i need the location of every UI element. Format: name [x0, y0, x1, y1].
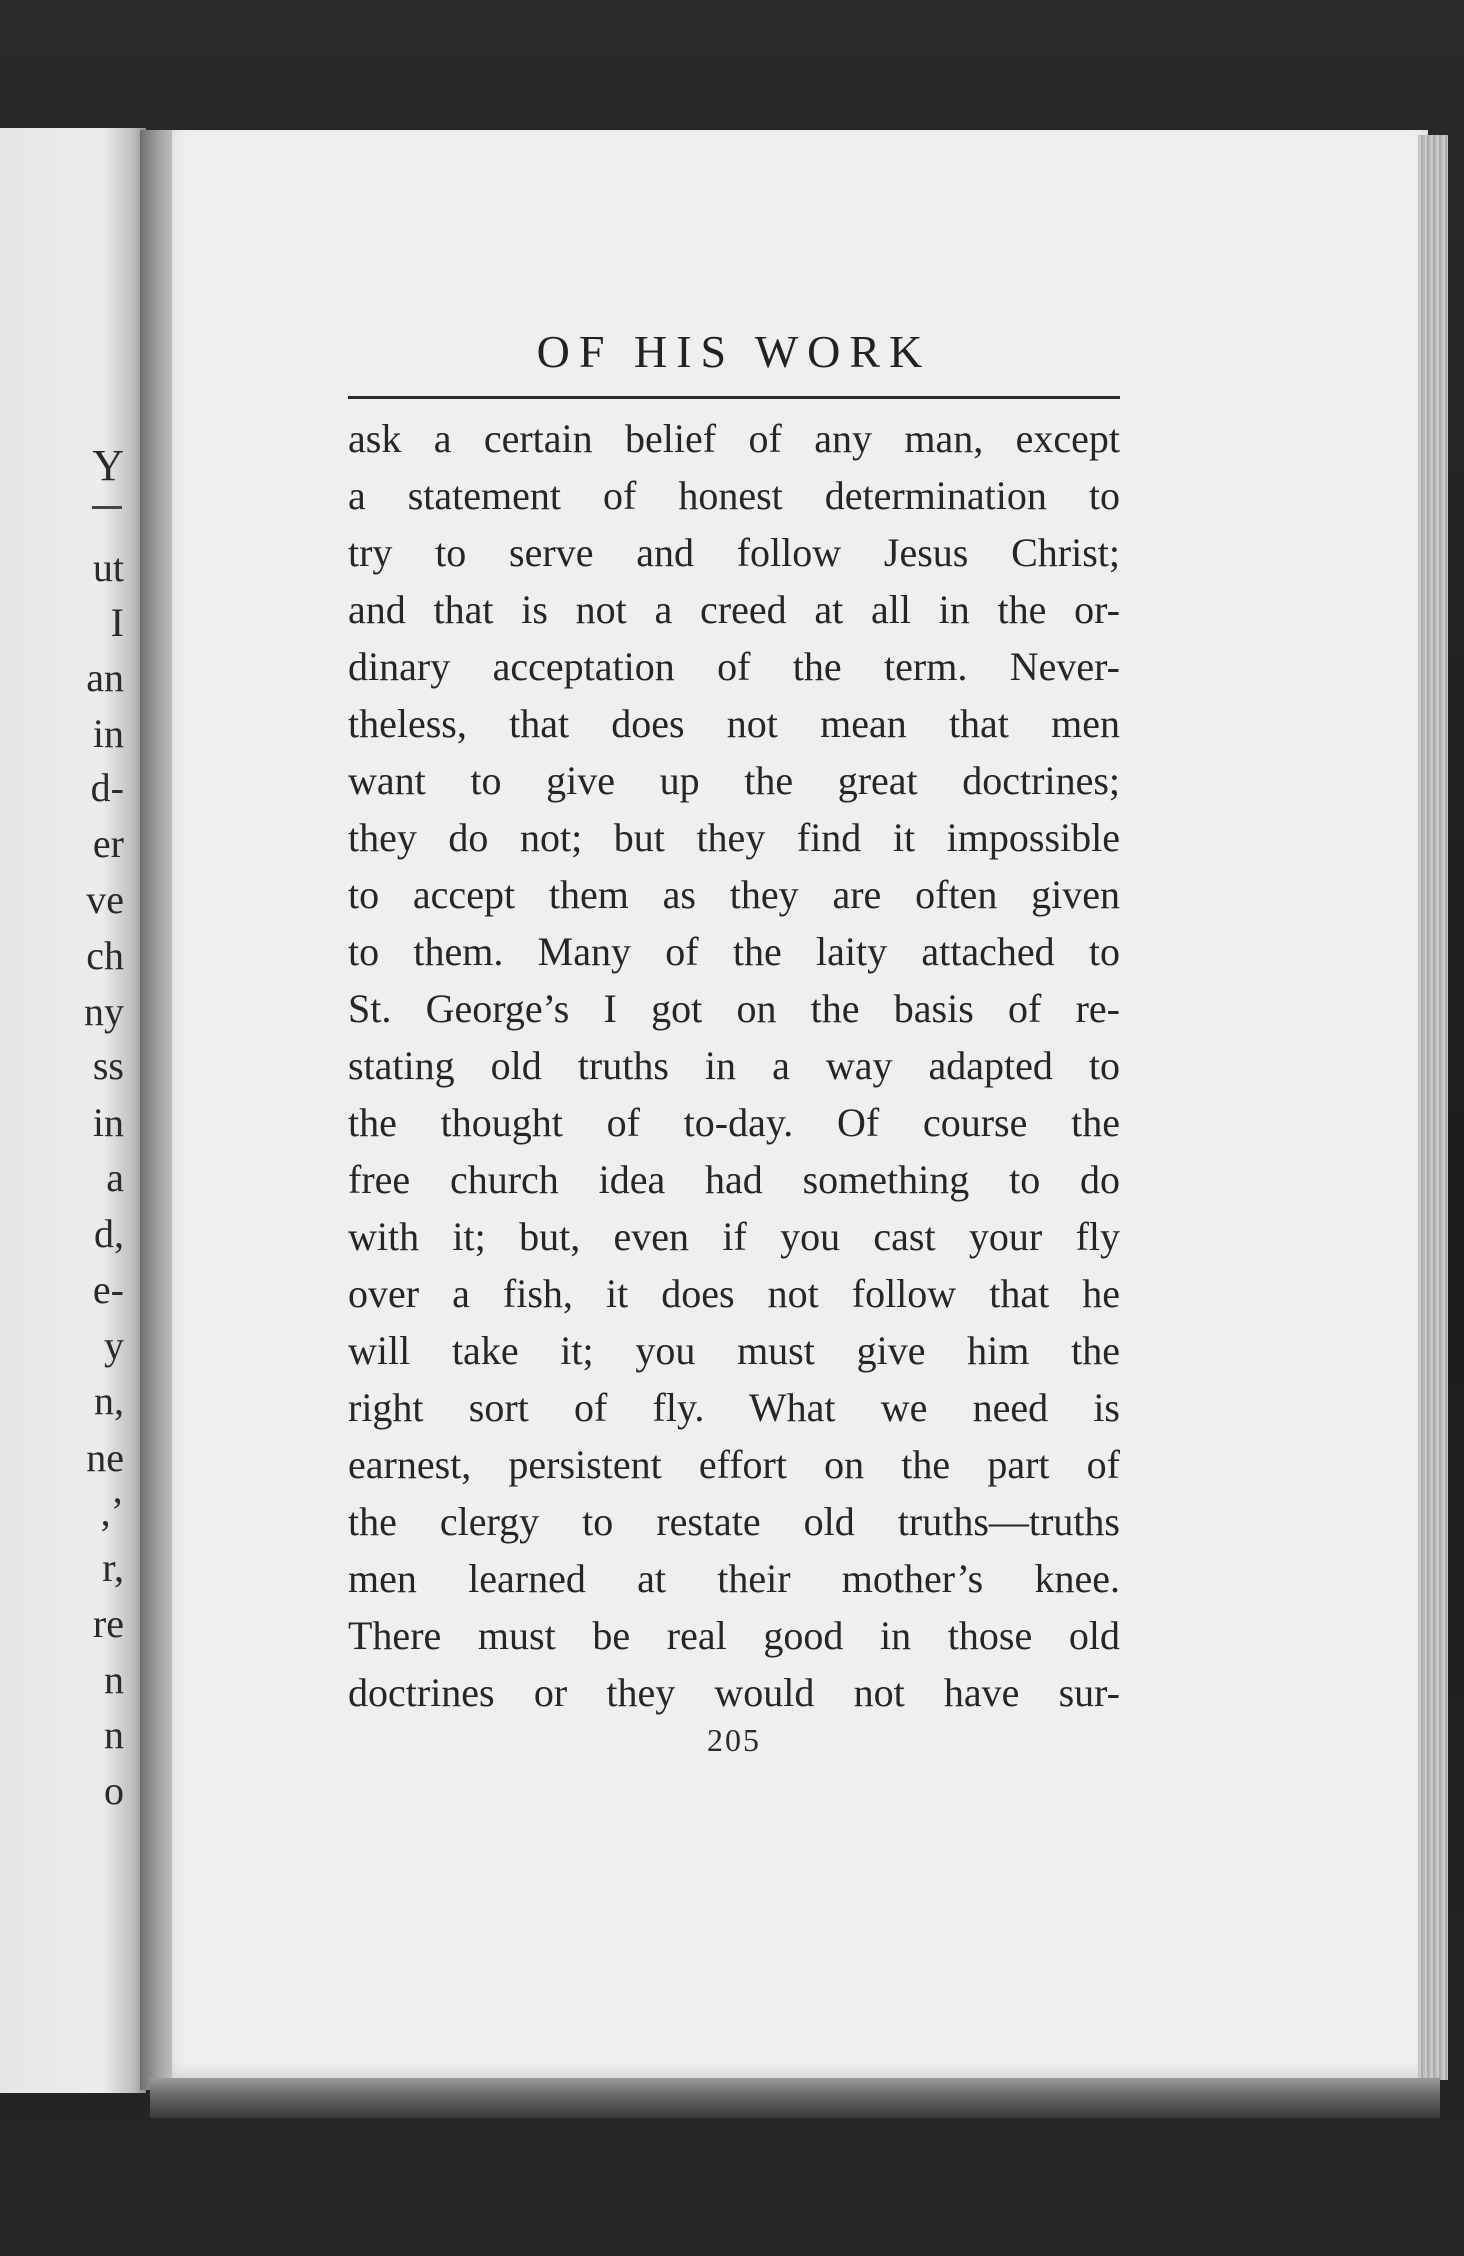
text-line: free church idea had something to do [348, 1157, 1120, 1202]
text-line: will take it; you must give him the [348, 1328, 1120, 1373]
text-line: theless, that does not mean that men [348, 701, 1120, 746]
text-line: earnest, persistent effort on the part of [348, 1442, 1120, 1487]
left-page-fragment: ut [92, 545, 124, 590]
left-page-fragment: n [104, 1657, 124, 1702]
text-line: they do not; but they find it impossible [348, 815, 1120, 860]
text-line: ask a certain belief of any man, except [348, 416, 1120, 461]
left-page-fragment: in [92, 711, 124, 756]
left-page-fragment: y [104, 1323, 124, 1368]
left-page-fragment: re [92, 1601, 124, 1646]
running-head: OF HIS WORK [536, 326, 932, 377]
text-line: want to give up the great doctrines; [348, 758, 1120, 803]
left-page-fragment: ss [92, 1043, 124, 1088]
left-page-fragment: ny [84, 989, 124, 1034]
body-text [348, 410, 1120, 1721]
left-facing-page [0, 128, 146, 2093]
left-page-fragment: ,’ [100, 1489, 124, 1534]
left-page-fragment: d, [94, 1211, 124, 1256]
text-line: There must be real good in those old [348, 1613, 1120, 1658]
left-page-fragment: in [92, 1100, 124, 1145]
left-page-fragment: ne [86, 1435, 124, 1480]
page-number: 205 [707, 1722, 761, 1758]
left-page-fragment: an [86, 655, 124, 700]
text-line: the clergy to restate old truths—truths [348, 1499, 1120, 1544]
text-line: with it; but, even if you cast your fly [348, 1214, 1120, 1259]
text-line: stating old truths in a way adapted to [348, 1043, 1120, 1088]
book-bottom-edge [150, 2078, 1440, 2118]
text-line: right sort of fly. What we need is [348, 1385, 1120, 1430]
left-page-fragment: a [106, 1155, 124, 1200]
text-line: dinary acceptation of the term. Never- [348, 644, 1120, 689]
text-line: to accept them as they are often given [348, 872, 1120, 917]
left-page-rule [92, 506, 122, 509]
text-line: and that is not a creed at all in the or- [348, 587, 1120, 632]
left-page-fragment: ch [86, 933, 124, 978]
text-line: a statement of honest determination to [348, 473, 1120, 518]
left-page-fragment: n [104, 1712, 124, 1757]
left-page-fragment: I [110, 600, 124, 645]
text-line: men learned at their mother’s knee. [348, 1556, 1120, 1601]
left-page-fragment: er [92, 821, 124, 866]
text-line: try to serve and follow Jesus Christ; [348, 530, 1120, 575]
left-page-fragment: Y [92, 441, 124, 490]
text-line: to them. Many of the laity attached to [348, 929, 1120, 974]
left-page-fragment: ve [86, 877, 124, 922]
text-line: doctrines or they would not have sur- [348, 1670, 1120, 1715]
left-page-fragment: d- [90, 765, 124, 810]
header-rule [348, 396, 1120, 399]
left-page-fragment: e- [92, 1267, 124, 1312]
text-line: the thought of to-day. Of course the [348, 1100, 1120, 1145]
left-page-fragment: o [104, 1768, 124, 1813]
left-page-fragment: n, [94, 1378, 124, 1423]
page-edges [1418, 135, 1448, 2080]
text-line: over a fish, it does not follow that he [348, 1271, 1120, 1316]
left-page-fragment: r, [102, 1545, 124, 1590]
text-line: St. George’s I got on the basis of re- [348, 986, 1120, 1031]
